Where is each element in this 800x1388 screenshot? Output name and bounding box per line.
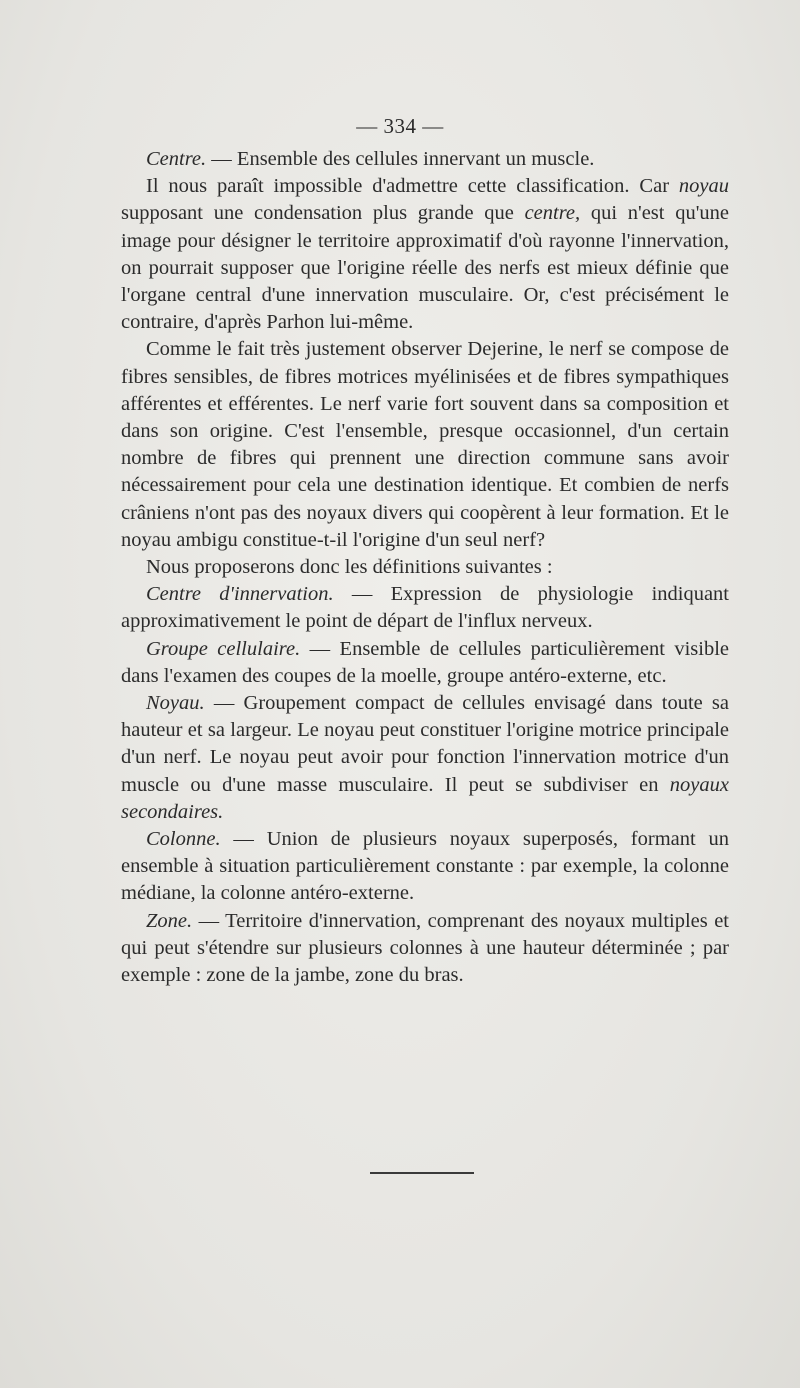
definition-groupe-cellulaire: — Ensemble de cellules particulièrement visible dans l'examen des coupes de la moelle, groupe antéro-externe, etc. — [121, 637, 729, 687]
term-noyau: Noyau. — [146, 692, 205, 715]
page-number: — 334 — — [356, 114, 444, 138]
body-text — [121, 146, 729, 989]
paragraph-centre-innervation — [121, 581, 729, 635]
paragraph-dejerine: Comme le fait très justement observer Dejerine, le nerf se compose de fibres sensibles, de fibres motrices myélinisées et de fibres sympathiques afférentes et efférentes. Le nerf varie fort souvent dans sa composition et dans son origine. C'est l'ensemble, presque occasionnel, d'un certain nombre de fibres qui prennent une direction commune sans avoir nécessairement pour cela une destination identique. Et combien de nerfs crâniens n'ont pas des noyaux divers qui coopèrent à leur formation. Et le noyau ambigu constitue-t-il l'origine d'un seul nerf? — [121, 338, 729, 551]
paragraph-classification — [121, 173, 729, 336]
text-run: supposant une condensation plus grande que — [121, 202, 525, 225]
end-rule — [370, 1172, 474, 1174]
paragraph-proposal: Nous proposerons donc les définitions suivantes : — [146, 556, 553, 579]
term-groupe-cellulaire: Groupe cellulaire. — [146, 637, 301, 660]
definition-colonne: — Union de plusieurs noyaux superposés, formant un ensemble à situation particulièrement constante : par exemple, la colonne médiane, la colonne antéro-externe. — [121, 828, 729, 905]
definition-noyau: — Groupement compact de cellules envisagé dans toute sa hauteur et sa largeur. Le noyau peut constituer l'origine motrice principale d'un nerf. Le noyau peut avoir pour fonction l'innervation motrice d'un muscle ou d'une masse musculaire. Il peut se subdiviser en — [121, 692, 729, 796]
text-run: qui n'est qu'une image pour désigner le territoire approximatif d'où rayonne l'innervation, on pourrait supposer que l'origine réelle des nerfs est mieux définie que l'organe central d'une innervation musculaire. Or, c'est précisément le contraire, d'après Parhon lui-même. — [121, 202, 729, 334]
text-run: Il nous paraît impossible d'admettre cette classification. Car — [146, 175, 679, 198]
term-colonne: Colonne. — [146, 828, 221, 851]
paragraph-colonne — [121, 826, 729, 908]
paragraph-groupe-cellulaire — [121, 636, 729, 690]
term-noyaux-secondaires: noyaux secondaires. — [121, 773, 729, 823]
paragraph-noyau — [121, 690, 729, 826]
definition-centre: — Ensemble des cellules innervant un muscle. — [206, 148, 595, 170]
term-zone: Zone. — [146, 909, 193, 932]
definition-zone: — Territoire d'innervation, comprenant des noyaux multiples et qui peut s'étendre sur plusieurs colonnes à une hauteur déterminée ; par exemple : zone de la jambe, zone du bras. — [121, 909, 729, 987]
italic-centre: centre, — [524, 202, 581, 225]
paragraph-zone — [121, 908, 729, 990]
paragraph-centre — [121, 146, 729, 173]
italic-noyau: noyau — [678, 175, 729, 198]
definition-centre-innervation: — Expression de physiologie indiquant approximativement le point de départ de l'influx nerveux. — [121, 583, 730, 633]
term-centre: Centre. — [146, 148, 207, 170]
term-centre-innervation: Centre d'innervation. — [146, 583, 334, 606]
